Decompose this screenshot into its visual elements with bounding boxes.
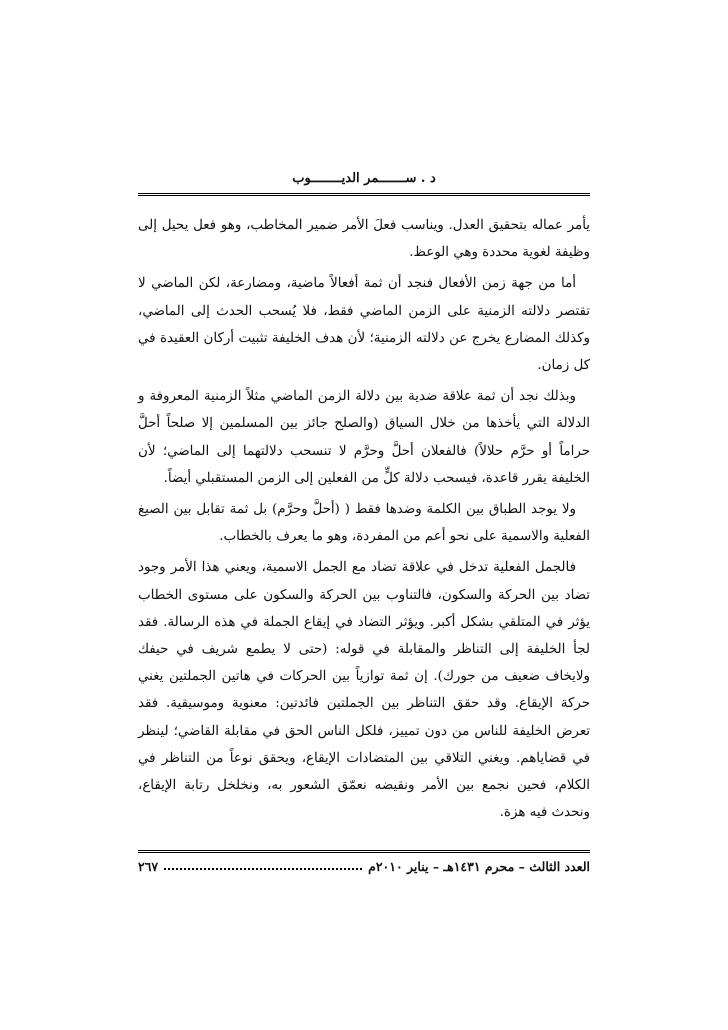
paragraph-1: يأمر عماله بتحقيق العدل. ويناسب فعلَ الأمر ضمير المخاطب، وهو فعل يحيل إلى وظيفة لغوية محددة وهي الوعظ. (138, 218, 590, 261)
body-text (138, 212, 590, 826)
page-footer (138, 850, 590, 877)
page-number: ٢٦٧ (138, 859, 159, 874)
paragraph-4: ولا يوجد الطباق بين الكلمة وضدها فقط ( (أحلَّ وحرَّم) بل ثمة تقابل بين الصيغ الفعلية والاسمية على نحو أعم من المفردة، وهو ما يعرف بالخطاب. (138, 502, 590, 545)
header-rule (138, 193, 590, 200)
footer-dot-leader (164, 865, 362, 870)
running-head: د . ســـــــمر الديــــــــوب (292, 171, 436, 186)
paragraph-2: أما من جهة زمن الأفعال فنجد أن ثمة أفعالاً ماضية، ومضارعة، لكن الماضي لا تقتصر دلالته الزمنية على الزمن الماضي فقط، فلا يُسحب الحدث إلى الماضي، وكذلك المضارع يخرج عن دلالته الزمنية؛ لأن هدف الخليفة تثبيت أركان العقيدة في كل زمان. (138, 276, 590, 374)
paragraph-5: فالجمل الفعلية تدخل في علاقة تضاد مع الجمل الاسمية، ويعني هذا الأمر وجود تضاد بين الحركة والسكون، فالتناوب بين الحركة والسكون على مستوى الخطاب يؤثر في المتلقي بشكل أكبر. ويؤثر التضاد في إيقاع الجملة في هذه الرسالة. فقد لجأ الخليفة إلى التناظر والمقابلة في قوله: (حتى لا يطمع شريف في حيفك ولايخاف ضعيف من جورك). إن ثمة توازياً بين الحركات في هاتين الجملتين يغني حركة الإيقاع. وقد حقق التناظر بين الجملتين فائدتين: معنوية وموسيقية. فقد تعرض الخليفة للناس من دون تمييز، فلكل الناس الحق في مقابلة القاضي؛ لينظر في قضاياهم. ويغني التلاقي بين المتضادات الإيقاع، ويحقق نوعاً من التناظر في الكلام، فحين نجمع بين الأمر ونقيضه نعمّق الشعور به، ونخلخل رتابة الإيقاع، ونحدث فيه هزة. (138, 560, 590, 821)
page (138, 170, 590, 874)
paragraph-3: وبذلك نجد أن ثمة علاقة ضدية بين دلالة الزمن الماضي مثلاً الزمنية المعروفة و الدلالة التي يأخذها من خلال السياق (والصلح جائز بين المسلمين إلا صلحاً أحلَّ حراماً أو حرَّم حلالاً) فالفعلان أحلَّ وحرَّم لا تنسحب دلالتهما إلى الماضي؛ لأن الخليفة يقرر قاعدة، فيسحب دلالة كلٍّ من الفعلين إلى الزمن المستقبلي أيضاً. (138, 389, 590, 486)
issue-info: العدد الثالث – محرم ١٤٣١هـ – يناير ٢٠١٠م (368, 859, 590, 874)
